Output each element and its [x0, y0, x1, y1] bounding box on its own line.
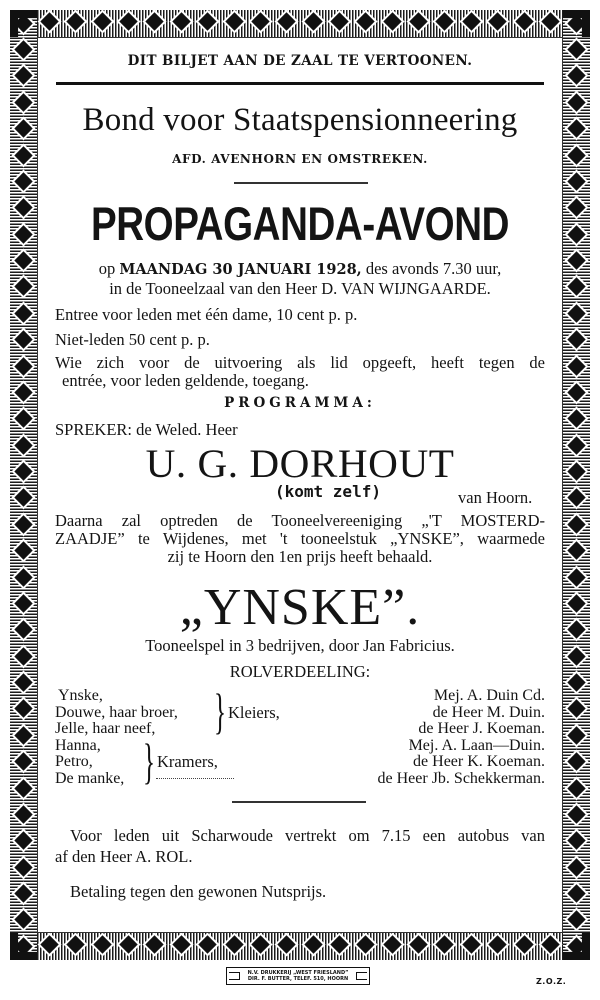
- organization-name: Bond voor Staatspensionneering: [82, 102, 518, 138]
- speaker-origin: van Hoorn.: [458, 488, 533, 507]
- join-notice-line1: Wie zich voor de uitvoering als lid opgeeft, heeft tegen de: [55, 353, 545, 372]
- border-diamond: [14, 251, 32, 269]
- border-diamond: [278, 12, 296, 30]
- border-diamond: [146, 935, 164, 953]
- event-venue: in de Tooneelzaal van den Heer D. VAN WIJNGAARDE.: [109, 279, 491, 298]
- border-diamond: [567, 911, 585, 929]
- border-diamond: [567, 541, 585, 559]
- border-diamond: [567, 146, 585, 164]
- border-diamond: [14, 832, 32, 850]
- border-diamond: [383, 935, 401, 953]
- border-diamond: [14, 146, 32, 164]
- cast-role: Jelle, haar neef,: [55, 720, 156, 737]
- border-diamond: [14, 489, 32, 507]
- dotted-rule: [156, 778, 234, 779]
- border-diamond: [14, 805, 32, 823]
- border-diamond: [567, 172, 585, 190]
- cast-actor: de Heer Jb. Schekkerman.: [377, 769, 545, 787]
- admission-nonmembers: Niet-leden 50 cent p. p.: [55, 330, 210, 349]
- performance-text-line2: ZAADJE” te Wijdenes, met 't tooneelstuk „YNSKE”, waarmede: [55, 529, 545, 548]
- border-diamond: [14, 304, 32, 322]
- border-diamond: [567, 621, 585, 639]
- border-diamond: [14, 93, 32, 111]
- border-diamond: [172, 12, 190, 30]
- border-diamond: [567, 568, 585, 586]
- divider-rule: [234, 182, 368, 184]
- border-diamond: [488, 935, 506, 953]
- cast-actor: de Heer K. Koeman.: [413, 753, 545, 770]
- border-bottom: [10, 933, 590, 960]
- border-diamond: [567, 884, 585, 902]
- border-diamond: [146, 12, 164, 30]
- programme-heading: PROGRAMMA:: [224, 395, 376, 411]
- border-diamond: [119, 12, 137, 30]
- border-diamond: [567, 489, 585, 507]
- event-date-line: [40, 259, 560, 279]
- cast-group: Kleiers,: [228, 703, 280, 722]
- border-diamond: [14, 911, 32, 929]
- border-diamond: [567, 832, 585, 850]
- border-diamond: [304, 12, 322, 30]
- border-diamond: [567, 383, 585, 401]
- border-diamond: [198, 935, 216, 953]
- border-diamond: [14, 199, 32, 217]
- border-diamond: [14, 700, 32, 718]
- border-diamond: [409, 935, 427, 953]
- admission-members: Entree voor leden met één dame, 10 cent p. p.: [55, 305, 358, 324]
- border-diamond: [14, 330, 32, 348]
- border-diamond: [567, 673, 585, 691]
- border-diamond: [14, 462, 32, 480]
- imprint-ornament: [356, 972, 367, 980]
- border-diamond: [14, 515, 32, 533]
- event-title: PROPAGANDA-AVOND: [90, 197, 510, 250]
- turn-over-note: Z.O.Z.: [536, 977, 567, 986]
- border-diamond: [383, 12, 401, 30]
- border-diamond: [567, 67, 585, 85]
- date-prefix: op: [98, 259, 120, 278]
- border-diamond: [14, 647, 32, 665]
- border-diamond: [567, 805, 585, 823]
- divider-rule: [232, 801, 366, 803]
- group-brace: }: [143, 733, 155, 789]
- border-top: [10, 10, 590, 37]
- border-diamond: [14, 673, 32, 691]
- border-diamond: [172, 935, 190, 953]
- play-subtitle: Tooneelspel in 3 bedrijven, door Jan Fabricius.: [145, 636, 455, 655]
- border-diamond: [278, 935, 296, 953]
- divider-rule: [56, 82, 544, 85]
- border-diamond: [40, 12, 58, 30]
- border-diamond: [14, 594, 32, 612]
- border-diamond: [567, 594, 585, 612]
- border-diamond: [567, 40, 585, 58]
- border-diamond: [462, 12, 480, 30]
- border-diamond: [515, 935, 533, 953]
- printer-imprint: [226, 967, 370, 985]
- border-diamond: [567, 304, 585, 322]
- border-diamond: [567, 647, 585, 665]
- border-diamond: [567, 225, 585, 243]
- cast-role: Hanna,: [55, 736, 101, 754]
- border-diamond: [14, 541, 32, 559]
- border-diamond: [567, 199, 585, 217]
- border-diamond: [14, 410, 32, 428]
- border-diamond: [567, 752, 585, 770]
- performance-text-line3: zij te Hoorn den 1en prijs heeft behaald.: [167, 547, 433, 566]
- group-brace: }: [214, 683, 226, 739]
- cast-heading: ROLVERDEELING:: [229, 662, 371, 681]
- border-diamond: [567, 858, 585, 876]
- speaker-note: (komt zelf): [275, 482, 381, 501]
- border-diamond: [357, 935, 375, 953]
- border-diamond: [93, 12, 111, 30]
- event-date: MAANDAG 30 JANUARI 1928,: [119, 261, 362, 278]
- border-diamond: [14, 436, 32, 454]
- border-diamond: [225, 12, 243, 30]
- border-diamond: [567, 119, 585, 137]
- border-diamond: [14, 726, 32, 744]
- border-diamond: [488, 12, 506, 30]
- border-diamond: [567, 462, 585, 480]
- border-diamond: [567, 278, 585, 296]
- border-diamond: [67, 12, 85, 30]
- border-diamond: [251, 12, 269, 30]
- cast-actor: de Heer M. Duin.: [432, 703, 545, 721]
- border-diamond: [14, 884, 32, 902]
- cast-actor: Mej. A. Duin Cd.: [433, 687, 545, 704]
- border-diamond: [14, 172, 32, 190]
- border-diamond: [14, 752, 32, 770]
- border-diamond: [14, 119, 32, 137]
- cast-role: Petro,: [55, 753, 93, 770]
- border-diamond: [541, 935, 559, 953]
- department-name: AFD. AVENHORN EN OMSTREKEN.: [172, 152, 428, 166]
- bus-notice-line1: Voor leden uit Scharwoude vertrekt om 7.15 een autobus van: [70, 826, 545, 845]
- border-diamond: [251, 935, 269, 953]
- border-diamond: [567, 251, 585, 269]
- border-diamond: [567, 779, 585, 797]
- border-diamond: [198, 12, 216, 30]
- printer-address: DIR. F. BUTTER, TELEF. 510, HOORN: [247, 976, 349, 982]
- border-diamond: [436, 12, 454, 30]
- border-diamond: [541, 12, 559, 30]
- border-diamond: [515, 12, 533, 30]
- border-diamond: [462, 935, 480, 953]
- cast-actor: Mej. A. Laan—Duin.: [408, 736, 545, 754]
- border-diamond: [14, 225, 32, 243]
- cast-role: Ynske,: [58, 687, 103, 704]
- border-diamond: [304, 935, 322, 953]
- border-diamond: [14, 621, 32, 639]
- border-diamond: [567, 93, 585, 111]
- border-diamond: [436, 935, 454, 953]
- border-diamond: [357, 12, 375, 30]
- cast-actor: de Heer J. Koeman.: [418, 720, 545, 737]
- border-diamond: [330, 12, 348, 30]
- border-diamond: [567, 410, 585, 428]
- bus-notice-line2: af den Heer A. ROL.: [55, 847, 193, 866]
- border-diamond: [67, 935, 85, 953]
- imprint-ornament: [229, 972, 240, 980]
- speaker-intro: SPREKER: de Weled. Heer: [55, 420, 238, 439]
- cast-role: De manke,: [55, 769, 125, 787]
- cast-group: Kramers,: [157, 752, 218, 771]
- border-diamond: [93, 935, 111, 953]
- event-time: des avonds 7.30 uur,: [361, 259, 502, 278]
- border-diamond: [14, 40, 32, 58]
- speaker-name: U. G. DORHOUT: [145, 441, 455, 486]
- border-diamond: [14, 779, 32, 797]
- play-title: „YNSKE”.: [179, 579, 421, 636]
- border-diamond: [14, 357, 32, 375]
- payment-notice: Betaling tegen den gewonen Nutsprijs.: [70, 882, 327, 901]
- performance-text-line1: Daarna zal optreden de Tooneelvereeniging „'T MOSTERD-: [55, 511, 545, 530]
- display-notice: DIT BILJET AAN DE ZAAL TE VERTOONEN.: [127, 53, 473, 69]
- border-diamond: [14, 383, 32, 401]
- border-diamond: [567, 436, 585, 454]
- printer-name: N.V. DRUKKERIJ „WEST FRIESLAND”: [247, 970, 349, 976]
- border-diamond: [567, 357, 585, 375]
- border-diamond: [567, 515, 585, 533]
- border-diamond: [40, 935, 58, 953]
- border-diamond: [330, 935, 348, 953]
- border-diamond: [567, 726, 585, 744]
- border-diamond: [119, 935, 137, 953]
- border-diamond: [567, 330, 585, 348]
- border-diamond: [409, 12, 427, 30]
- border-diamond: [567, 700, 585, 718]
- border-diamond: [14, 858, 32, 876]
- cast-roles: [55, 688, 178, 787]
- cast-actors: [378, 688, 546, 787]
- border-diamond: [14, 278, 32, 296]
- border-diamond: [225, 935, 243, 953]
- join-notice-line2: entrée, voor leden geldende, toegang.: [62, 371, 309, 390]
- cast-role: Douwe, haar broer,: [55, 703, 178, 721]
- border-diamond: [14, 67, 32, 85]
- border-diamond: [14, 568, 32, 586]
